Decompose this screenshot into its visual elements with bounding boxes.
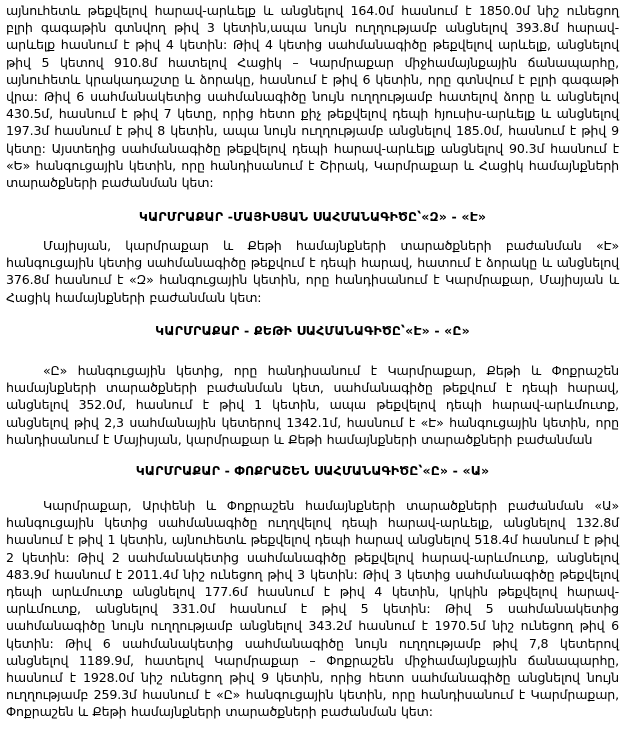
- section-heading-karmraqar-keti: ԿԱՐՄՐԱՔԱՐ - ՔԵԹԻ ՍԱՀՄԱՆԱԳԻԾԸ՝«Է» - «Ը»: [155, 323, 470, 338]
- section-heading-karmraqar-mayisyan: ԿԱՐՄՐԱՔԱՐ -ՄԱՅԻՍՅԱՆ ՍԱՀՄԱՆԱԳԻԾԸ՝«Զ» - «Է»: [138, 209, 487, 224]
- paragraph-karmraqar-poqrashen-boundary: Կարմրաքար, Արփենի և Փոքրաշեն համայնքների տարածքների բաժանման «Ա» հանգուցային կետից սահմանագիծը ուղղվելով դեպի հարավ-արևելք, անցնելով 132.8մ հասնում է թիվ 1 կետին, այնուհետև թեքվելով դեպի հարավ անցնելով 518.4մ հասնում է թիվ 2 կետին: Թիվ 2 սահմանակետից սահմանագիծը թեքվելով հարավ-արևմուտք, անցնելով 483.9մ հասնում է 2011.4մ նիշ ունեցող թիվ 3 կետին: Թիվ 3 կետից սահմանագիծը թեքվելով դեպի արևմուտք անցնելով 177.6մ հասնում է թիվ 4 կետին, կրկին թեքվելով հարավ-արևմուտք, անցնելով 331.0մ հասնում է թիվ 5 կետին: Թիվ 5 սահմանակետից սահմանագիծը նույն ուղղությամբ անցնելով 343.2մ հասնում է 1970.5մ նիշ ունեցող թիվ 6 կետին: Թիվ 6 սահմանակետից սահմանագիծը նույն ուղղությամբ թիվ 7,8 կետերով անցնելով 1189.9մ, հատելով Կարմրաքար – Փոքրաշեն միջհամայնքային ճանապարհը, հասնում է 1928.0մ նիշ ունեցող թիվ 9 կետին, որից հետո սահմանագիծը անցնելով նույն ուղղությամբ 259.3մ հասնում է «Ը» հանգուցային կետին, որը հանդիսանում է Կարմրաքար, Փոքրաշեն և Քեթի համայնքների տարածքների բաժանման կետ:: [6, 498, 619, 720]
- paragraph-hatsik-boundary-continuation: այնուհետև թեքվելով հարավ-արևելք և անցնելով 164.0մ հասնում է 1850.0մ նիշ ունեցող բլրի գագաթին գտնվող թիվ 3 կետին,ապա նույն ուղղությամբ անցնելով 393.8մ հարավ-արևելք հասնում է թիվ 4 կետին: Թիվ 4 կետից սահմանագիծը թեքվելով արևելք, անցնելով թիվ 5 կետով 910.8մ հատելով Հացիկ – Կարմրաքար միջհամայնքային ճանապարհը, այնուհետև կրակադաշտը և ձորակը, հասնում է թիվ 6 կետին, որը գտնվում է բլրի գագաթի վրա: Թիվ 6 սահմանակետից սահմանագիծը նույն ուղղությամբ հատելով ձորը և անցնելով 430.5մ, հասնում է թիվ 7 կետը, որից հետո քիչ թեքվելով դեպի հյուսիս-արևելք և անցնելով 197.3մ հասնում է թիվ 8 կետին, ապա նույն ուղղությամբ անցնելով 185.0մ, հասնում է թիվ 9 կետը: Այստեղից սահմանագիծը թեքվելով դեպի հարավ-արևելք անցնելով 90.3մ հասնում է «Ե» հանգուցային կետին, որը հանդիսանում է Շիրակ, Կարմրաքար և Հացիկ համայնքների տարածքների բաժանման կետ:: [6, 3, 619, 191]
- paragraph-karmraqar-keti-boundary: «Ը» հանգուցային կետից, որը հանդիսանում է Կարմրաքար, Քեթի և Փոքրաշեն համայնքների տարածքների բաժանման կետ, սահմանագիծը թեքվում է դեպի հարավ, անցնելով 352.0մ, հասնում է թիվ 1 կետին, ապա թեքվելով դեպի հարավ-արևմուտք, անցնելով թիվ 2,3 սահմանային կետերով 1342.1մ, հասնում է «Է» հանգուցային կետին, որը հանդիսանում է Մայիսյան, կարմրաքար և Քեթի համայնքների տարածքների բաժանման: [6, 363, 619, 447]
- section-heading-karmraqar-poqrashen: ԿԱՐՄՐԱՔԱՐ - ՓՈՔՐԱՇԵՆ ՍԱՀՄԱՆԱԳԻԾԸ՝«Ը» - «Ա»: [135, 463, 490, 478]
- paragraph-karmraqar-mayisyan-boundary: Մայիսյան, կարմրաքար և Քեթի համայնքների տարածքների բաժանման «Է» հանգուցային կետից սահմանագիծը թեքվում է դեպի հարավ, հատում է ձորակը և անցնելով 376.8մ հասնում է «Զ» հանգուցային կետին, որը հանդիսանում է Կարմրաքար, Մայիսյան և Հացիկ համայնքների բաժանման կետ:: [6, 238, 619, 305]
